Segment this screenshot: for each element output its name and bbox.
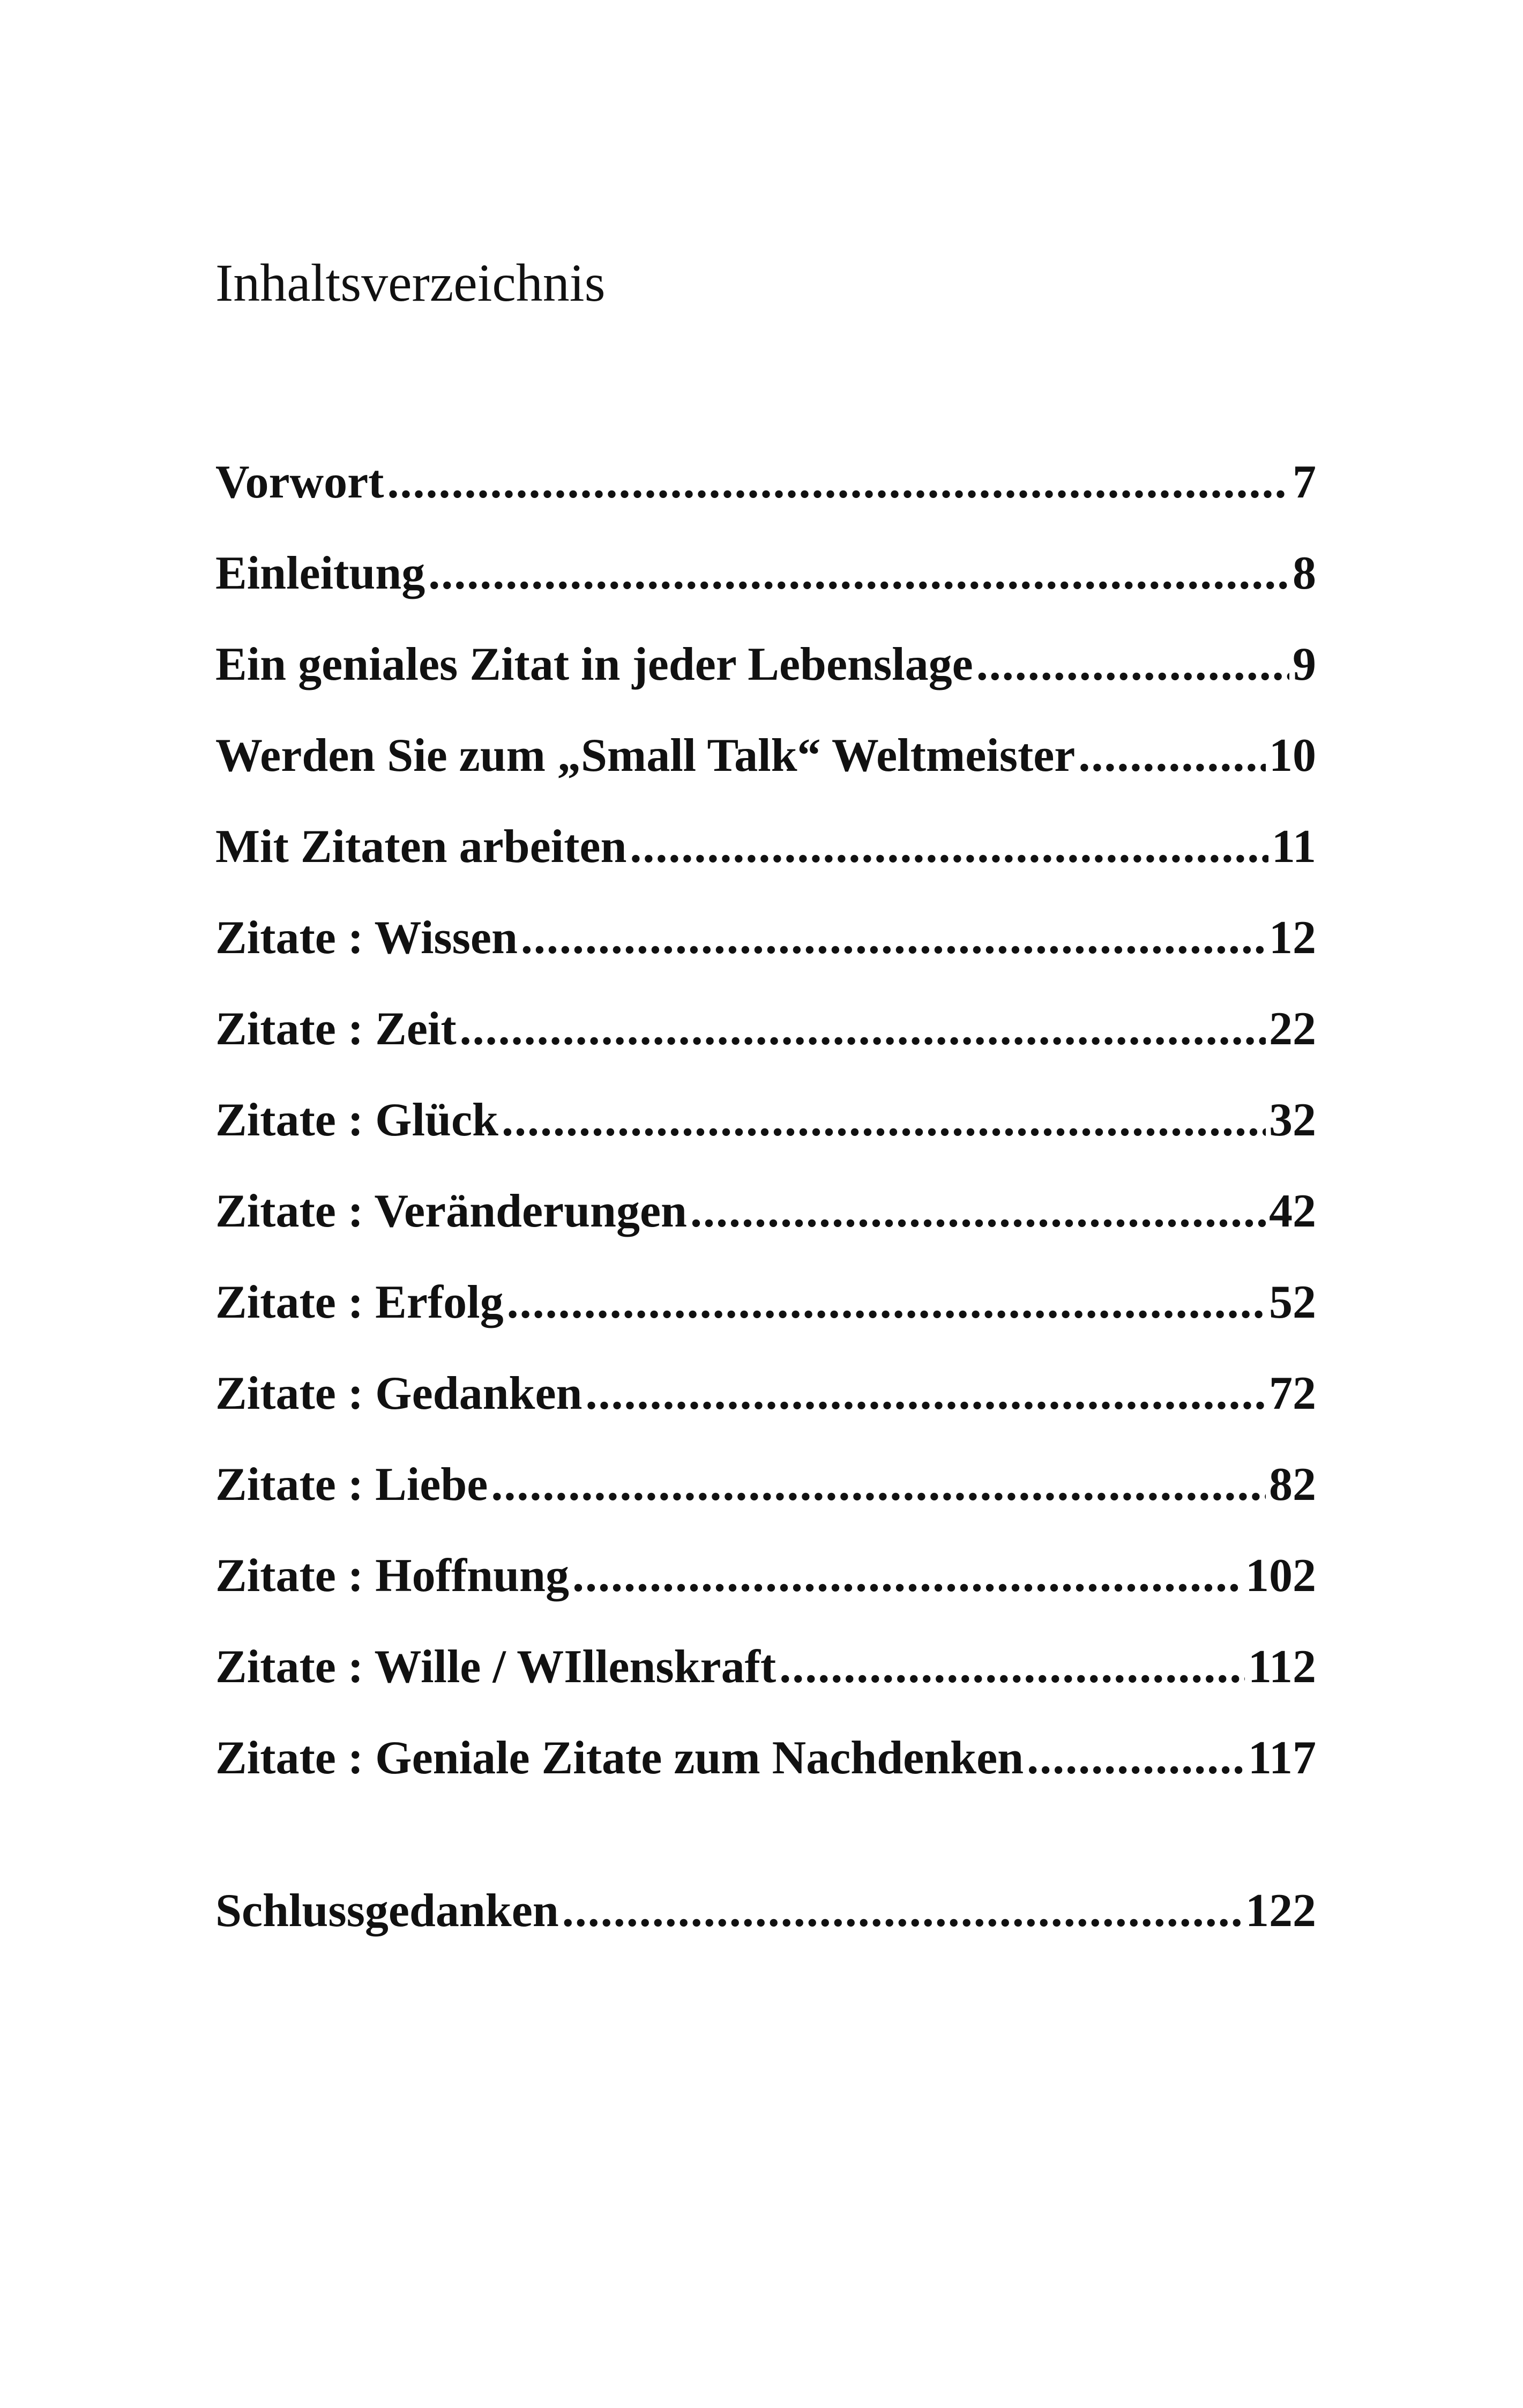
toc-entry-einleitung xyxy=(215,541,1316,606)
toc-entry-veraenderungen xyxy=(215,1179,1316,1244)
toc-entry-label: Zitate : Liebe xyxy=(215,1459,488,1511)
toc-entry-page-number: 52 xyxy=(1269,1276,1316,1328)
toc-entry-page-number: 11 xyxy=(1271,821,1316,873)
toc-entry-label: Mit Zitaten arbeiten xyxy=(215,821,627,873)
dot-leader xyxy=(387,450,1289,515)
toc-entry-label: Zitate : Geniale Zitate zum Nachdenken xyxy=(215,1732,1024,1784)
toc-entry-label: Zitate : Erfolg xyxy=(215,1276,504,1328)
dot-leader xyxy=(460,997,1266,1061)
toc-entry-wissen xyxy=(215,906,1316,970)
toc-entry-page-number: 12 xyxy=(1269,912,1316,964)
toc-entry-page-number: 22 xyxy=(1269,1003,1316,1055)
toc-entry-schlussgedanken xyxy=(215,1879,1316,1943)
dot-leader xyxy=(779,1635,1245,1699)
toc-entry-page-number: 102 xyxy=(1245,1550,1316,1602)
toc-entry-label: Einleitung xyxy=(215,547,425,599)
toc-entry-erfolg xyxy=(215,1270,1316,1335)
toc-entry-gedanken xyxy=(215,1362,1316,1426)
dot-leader xyxy=(690,1179,1266,1244)
toc-entry-geniale-zitate xyxy=(215,1726,1316,1790)
toc-entry-label: Zitate : Zeit xyxy=(215,1003,457,1055)
toc-entry-page-number: 32 xyxy=(1269,1094,1316,1146)
dot-leader xyxy=(428,541,1289,606)
toc-entry-page-number: 8 xyxy=(1293,547,1316,599)
toc-entry-page-number: 9 xyxy=(1293,638,1316,690)
toc-entry-page-number: 122 xyxy=(1245,1885,1316,1937)
toc-entry-label: Werden Sie zum „Small Talk“ Weltmeister xyxy=(215,730,1076,782)
toc-entry-small-talk xyxy=(215,724,1316,788)
toc-entry-label: Zitate : Glück xyxy=(215,1094,498,1146)
toc-entry-vorwort xyxy=(215,450,1316,515)
toc-entry-zeit xyxy=(215,997,1316,1061)
dot-leader xyxy=(1027,1726,1245,1790)
toc-entry-page-number: 112 xyxy=(1248,1641,1316,1693)
dot-leader xyxy=(976,633,1289,697)
toc-entry-hoffnung xyxy=(215,1544,1316,1608)
toc-entry-page-number: 42 xyxy=(1269,1185,1316,1237)
toc-entry-liebe xyxy=(215,1453,1316,1517)
toc-title: Inhaltsverzeichnis xyxy=(215,253,606,313)
dot-leader xyxy=(507,1270,1266,1335)
toc-entry-page-number: 7 xyxy=(1293,456,1316,508)
dot-leader xyxy=(572,1544,1242,1608)
toc-entry-page-number: 10 xyxy=(1269,730,1316,782)
dot-leader xyxy=(1078,724,1266,788)
toc-entry-label: Schlussgedanken xyxy=(215,1885,559,1937)
dot-leader xyxy=(502,1088,1266,1153)
toc-entry-geniales-zitat xyxy=(215,633,1316,697)
toc-entry-page-number: 82 xyxy=(1269,1459,1316,1511)
toc-entry-wille xyxy=(215,1635,1316,1699)
toc-entry-label: Zitate : Wille / WIllenskraft xyxy=(215,1641,777,1693)
toc-entry-page-number: 72 xyxy=(1269,1367,1316,1419)
toc-entry-label: Zitate : Veränderungen xyxy=(215,1185,687,1237)
dot-leader xyxy=(585,1362,1266,1426)
toc-entry-glueck xyxy=(215,1088,1316,1153)
toc-entry-label: Ein geniales Zitat in jeder Lebenslage xyxy=(215,638,973,690)
dot-leader xyxy=(562,1879,1242,1943)
toc-entry-label: Zitate : Wissen xyxy=(215,912,518,964)
dot-leader xyxy=(491,1453,1266,1517)
dot-leader xyxy=(521,906,1266,970)
toc-entry-label: Vorwort xyxy=(215,456,384,508)
dot-leader xyxy=(630,815,1268,879)
toc-entry-mit-zitaten-arbeiten xyxy=(215,815,1316,879)
toc-entry-label: Zitate : Hoffnung xyxy=(215,1550,569,1602)
toc-entry-page-number: 117 xyxy=(1248,1732,1316,1784)
toc-entry-label: Zitate : Gedanken xyxy=(215,1367,583,1419)
